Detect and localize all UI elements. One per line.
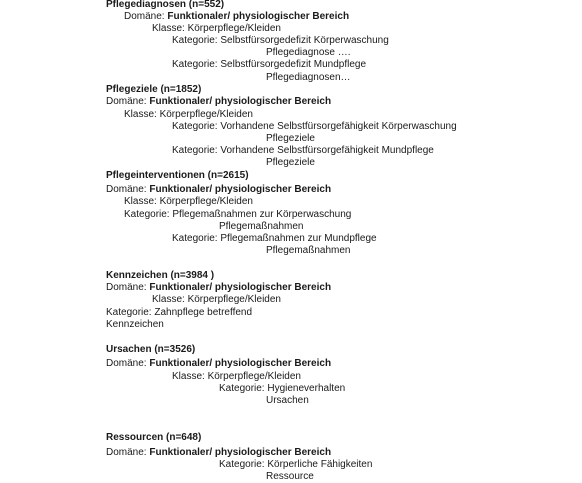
domain-line: Domäne: Funktionaler/ physiologischer Bereich <box>106 358 332 369</box>
domain-line: Domäne: Funktionaler/ physiologischer Bereich <box>106 282 332 293</box>
domain-line: Domäne: Funktionaler/ physiologischer Bereich <box>106 96 332 107</box>
kategorie-line: Kategorie: Hygieneverhalten <box>219 383 346 394</box>
kategorie-line: Kategorie: Körperliche Fähigkeiten <box>219 459 373 470</box>
kategorie-sub-line: Ursachen <box>266 395 309 406</box>
section-heading-pflegeziele: Pflegeziele (n=1852) <box>106 84 202 95</box>
kategorie-sub-line: Pflegemaßnahmen <box>266 245 351 256</box>
section-heading-pflegediagnosen: Pflegediagnosen (n=552) <box>106 0 225 10</box>
kategorie-sub-line: Pflegemaßnahmen <box>219 221 304 232</box>
klasse-line: Klasse: Körperpflege/Kleiden <box>172 371 301 382</box>
domain-line: Domäne: Funktionaler/ physiologischer Bereich <box>124 11 350 22</box>
kategorie-line: Kategorie: Vorhandene Selbstfürsorgefähigkeit Körperwaschung <box>172 121 457 132</box>
kategorie-line: Kategorie: Pflegemaßnahmen zur Mundpflege <box>172 233 377 244</box>
section-heading-pflegeinterventionen: Pflegeinterventionen (n=2615) <box>106 170 249 181</box>
kategorie-sub-line: Pflegeziele <box>266 157 315 168</box>
section-heading-ursachen: Ursachen (n=3526) <box>106 344 196 355</box>
section-heading-ressourcen: Ressourcen (n=648) <box>106 432 202 443</box>
kategorie-sub-line: Pflegediagnose …. <box>266 47 351 58</box>
kategorie-sub-line: Ressource <box>266 471 314 482</box>
kategorie-line: Kategorie: Selbstfürsorgedefizit Körperwaschung <box>172 35 389 46</box>
kategorie-line: Kategorie: Pflegemaßnahmen zur Körperwaschung <box>124 209 352 220</box>
domain-line: Domäne: Funktionaler/ physiologischer Bereich <box>106 184 332 195</box>
kategorie-line: Kategorie: Zahnpflege betreffend <box>106 307 253 318</box>
kategorie-line: Kategorie: Vorhandene Selbstfürsorgefähigkeit Mundpflege <box>172 145 434 156</box>
klasse-line: Klasse: Körperpflege/Kleiden <box>152 23 281 34</box>
klasse-line: Klasse: Körperpflege/Kleiden <box>124 196 253 207</box>
section-heading-kennzeichen: Kennzeichen (n=3984 ) <box>106 270 215 281</box>
kategorie-sub-line: Pflegediagnosen… <box>266 72 351 83</box>
klasse-line: Klasse: Körperpflege/Kleiden <box>152 294 281 305</box>
kategorie-sub-line: Kennzeichen <box>106 319 164 330</box>
klasse-line: Klasse: Körperpflege/Kleiden <box>124 109 253 120</box>
domain-line: Domäne: Funktionaler/ physiologischer Bereich <box>106 447 332 458</box>
kategorie-line: Kategorie: Selbstfürsorgedefizit Mundpflege <box>172 59 367 70</box>
kategorie-sub-line: Pflegeziele <box>266 133 315 144</box>
